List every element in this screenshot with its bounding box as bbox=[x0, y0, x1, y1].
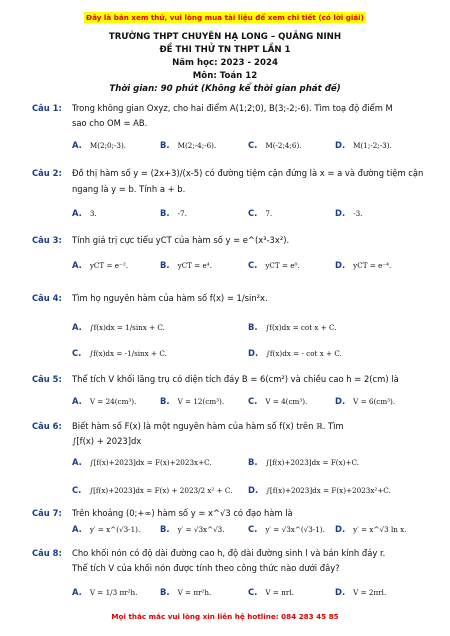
question-text: Tìm họ nguyên hàm của hàm số f(x) = 1/sin²x. bbox=[72, 293, 268, 303]
option-b[interactable]: B. yCT = e⁴. bbox=[160, 260, 212, 270]
option-a[interactable]: A. ∫[f(x)+2023]dx = F(x)+2023x+C. bbox=[72, 457, 212, 467]
option-c[interactable]: C. 7. bbox=[248, 208, 273, 218]
question-text: Trong không gian Oxyz, cho hai điểm A(1;2;0), B(3;-2;-6). Tìm toạ độ điểm M bbox=[72, 103, 393, 113]
exam-title: ĐỀ THI THỬ TN THPT LẦN 1 bbox=[159, 45, 291, 55]
option-a[interactable]: A. ∫f(x)dx = 1/sinx + C. bbox=[72, 322, 165, 332]
question-text-line2: ∫[f(x) + 2023]dx bbox=[72, 436, 142, 446]
option-c[interactable]: C. yCT = e⁰. bbox=[248, 260, 300, 270]
subject: Môn: Toán 12 bbox=[192, 71, 258, 81]
school-year: Năm học: 2023 - 2024 bbox=[172, 58, 278, 68]
option-d[interactable]: D. y′ = x^√3 ln x. bbox=[335, 524, 407, 534]
option-a[interactable]: A. yCT = e⁻². bbox=[72, 260, 128, 270]
option-b[interactable]: B. M(2;-4;-6). bbox=[160, 140, 217, 150]
question-number: Câu 4: bbox=[32, 293, 62, 303]
option-c[interactable]: C. V = 4(cm³). bbox=[248, 396, 308, 406]
question-text: Biết hàm số F(x) là một nguyên hàm của hàm số f(x) trên ℝ. Tìm bbox=[72, 421, 344, 431]
question-number: Câu 1: bbox=[32, 103, 62, 113]
option-b[interactable]: B. V = πr²h. bbox=[160, 587, 212, 597]
option-b[interactable]: B. ∫f(x)dx = cot x + C. bbox=[248, 322, 337, 332]
question-text: Cho khối nón có độ dài đường cao h, độ dài đường sinh l và bán kính đáy r. bbox=[72, 548, 386, 558]
option-b[interactable]: B. y′ = √3x^√3. bbox=[160, 524, 225, 534]
option-b[interactable]: B. V = 12(cm³). bbox=[160, 396, 225, 406]
question-number: Câu 8: bbox=[32, 548, 62, 558]
option-c[interactable]: C. M(-2;4;6). bbox=[248, 140, 302, 150]
question-number: Câu 2: bbox=[32, 168, 62, 178]
option-a[interactable]: A. V = 1/3 πr²h. bbox=[72, 587, 138, 597]
option-d[interactable]: D. V = 6(cm³). bbox=[335, 396, 396, 406]
option-d[interactable]: D. ∫f(x)dx = - cot x + C. bbox=[248, 348, 342, 358]
option-a[interactable]: A. y′ = x^(√3-1). bbox=[72, 524, 141, 534]
question-number: Câu 6: bbox=[32, 421, 62, 431]
preview-banner: Đây là bản xem thử, vui lòng mua tài liệu để xem chi tiết (có lời giải) bbox=[86, 13, 364, 22]
school-name: TRƯỜNG THPT CHUYÊN HẠ LONG – QUẢNG NINH bbox=[108, 32, 342, 42]
time-limit: Thời gian: 90 phút (Không kể thời gian phát đề) bbox=[109, 84, 341, 94]
option-c[interactable]: C. y′ = √3x^(√3-1). bbox=[248, 524, 325, 534]
question-text: Trên khoảng (0;+∞) hàm số y = x^√3 có đạo hàm là bbox=[72, 508, 293, 518]
question-text-line2: sao cho OM = AB. bbox=[72, 118, 148, 128]
option-c[interactable]: C. ∫[f(x)+2023]dx = F(x) + 2023/2 x² + C. bbox=[72, 485, 233, 495]
question-number: Câu 7: bbox=[32, 508, 62, 518]
option-d[interactable]: D. ∫[f(x)+2023]dx = F(x)+2023x²+C. bbox=[248, 485, 391, 495]
question-text-line2: ngang là y = b. Tính a + b. bbox=[72, 184, 186, 194]
option-a[interactable]: A. 3. bbox=[72, 208, 97, 218]
option-a[interactable]: A. M(2;0;-3). bbox=[72, 140, 127, 150]
option-c[interactable]: C. V = πrl. bbox=[248, 587, 294, 597]
option-a[interactable]: A. V = 24(cm³). bbox=[72, 396, 137, 406]
question-number: Câu 5: bbox=[32, 374, 62, 384]
option-d[interactable]: D. M(1;-2;-3). bbox=[335, 140, 392, 150]
question-number: Câu 3: bbox=[32, 235, 62, 245]
option-b[interactable]: B. -7. bbox=[160, 208, 187, 218]
option-d[interactable]: D. yCT = e⁻⁴. bbox=[335, 260, 392, 270]
question-text: Tính giá trị cực tiểu yCT của hàm số y = e^(x³-3x²). bbox=[72, 235, 290, 245]
hotline-banner: Mọi thắc mắc vui lòng xin liên hệ hotline: 084 283 45 85 bbox=[111, 612, 339, 621]
option-d[interactable]: D. -3. bbox=[335, 208, 363, 218]
option-b[interactable]: B. ∫[f(x)+2023]dx = F(x)+C. bbox=[248, 457, 360, 467]
question-text-line2: Thể tích V của khối nón được tính theo công thức nào dưới đây? bbox=[72, 563, 340, 573]
question-text: Thể tích V khối lăng trụ có diện tích đáy B = 6(cm²) và chiều cao h = 2(cm) là bbox=[72, 374, 399, 384]
question-text: Đồ thị hàm số y = (2x+3)/(x-5) có đường tiệm cận đứng là x = a và đường tiệm cận bbox=[72, 168, 424, 178]
option-d[interactable]: D. V = 2πrl. bbox=[335, 587, 387, 597]
option-c[interactable]: C. ∫f(x)dx = -1/sinx + C. bbox=[72, 348, 167, 358]
